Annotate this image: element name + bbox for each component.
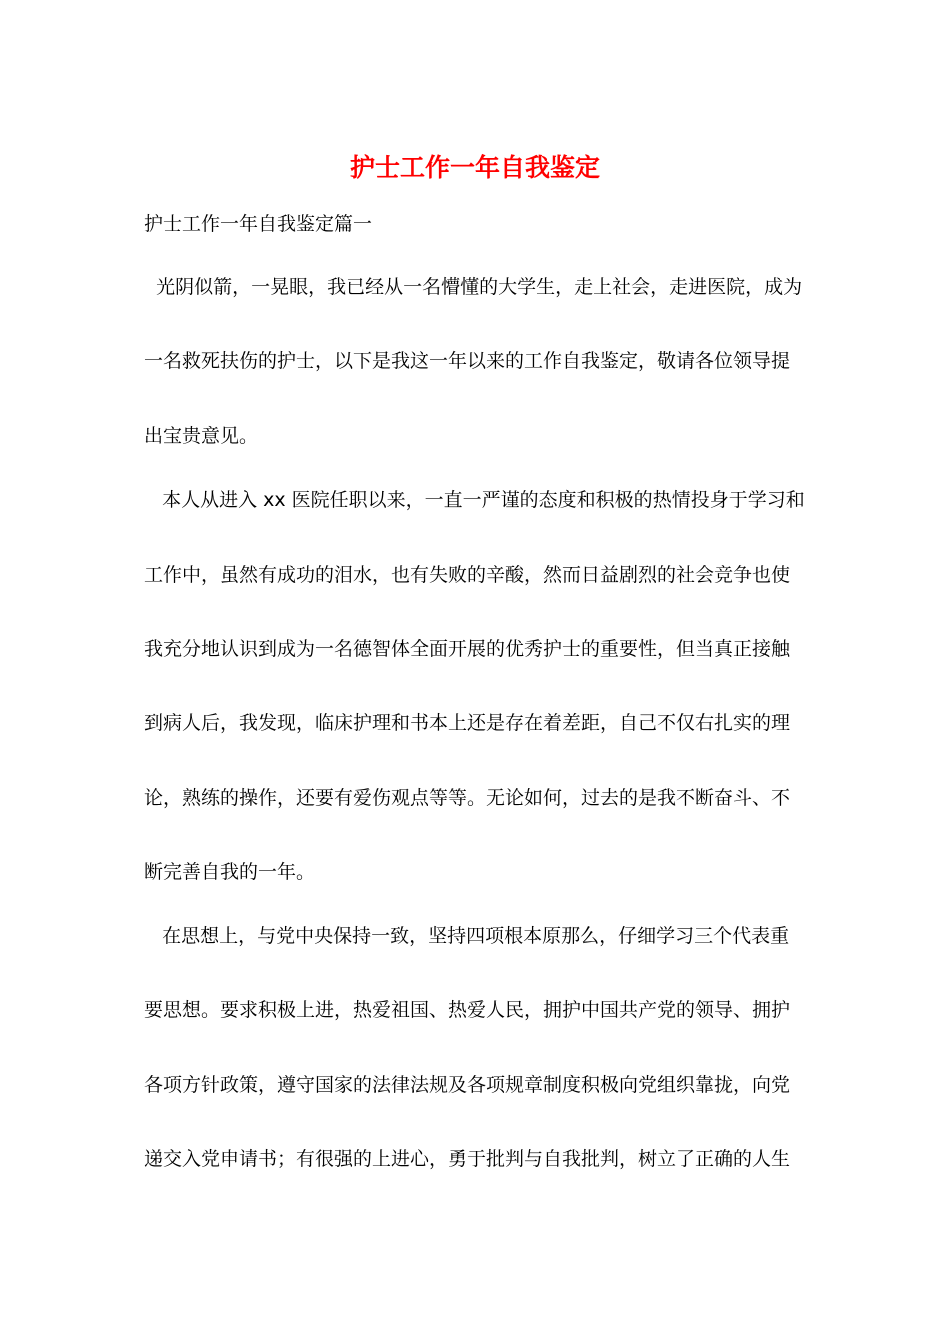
document-title: 护士工作一年自我鉴定: [349, 153, 600, 182]
paragraph-line: 一名救死扶伤的护士，以下是我这一年以来的工作自我鉴定，敬请各位领导提: [144, 350, 791, 372]
section-heading: 护士工作一年自我鉴定篇一: [144, 213, 373, 235]
paragraph-line: 断完善自我的一年。: [144, 861, 316, 883]
paragraph-line: 论，熟练的操作，还要有爱伤观点等等。无论如何，过去的是我不断奋斗、不: [144, 787, 791, 809]
paragraph-line: 在思想上，与党中央保持一致，坚持四项根本原那么，仔细学习三个代表重: [144, 925, 790, 947]
paragraph-line: 我充分地认识到成为一名德智体全面开展的优秀护士的重要性，但当真正接触: [144, 638, 791, 660]
paragraph-line: 要思想。要求积极上进，热爱祖国、热爱人民，拥护中国共产党的领导、拥护: [144, 999, 791, 1021]
paragraph-line: 到病人后，我发现，临床护理和书本上还是存在着差距，自己不仅右扎实的理: [144, 712, 791, 734]
paragraph-line: 本人从进入 xx 医院任职以来，一直一严谨的态度和积极的热情投身于学习和: [144, 489, 805, 511]
paragraph-line: 出宝贵意见。: [144, 425, 259, 447]
paragraph-line: 工作中，虽然有成功的泪水，也有失败的辛酸，然而日益剧烈的社会竞争也使: [144, 564, 791, 586]
paragraph-line: 光阴似箭，一晃眼，我已经从一名懵懂的大学生，走上社会，走进医院，成为: [144, 276, 803, 298]
paragraph-line: 递交入党申请书；有很强的上进心，勇于批判与自我批判，树立了正确的人生: [144, 1148, 791, 1170]
paragraph-line: 各项方针政策，遵守国家的法律法规及各项规章制度积极向党组织靠拢，向党: [144, 1074, 791, 1096]
